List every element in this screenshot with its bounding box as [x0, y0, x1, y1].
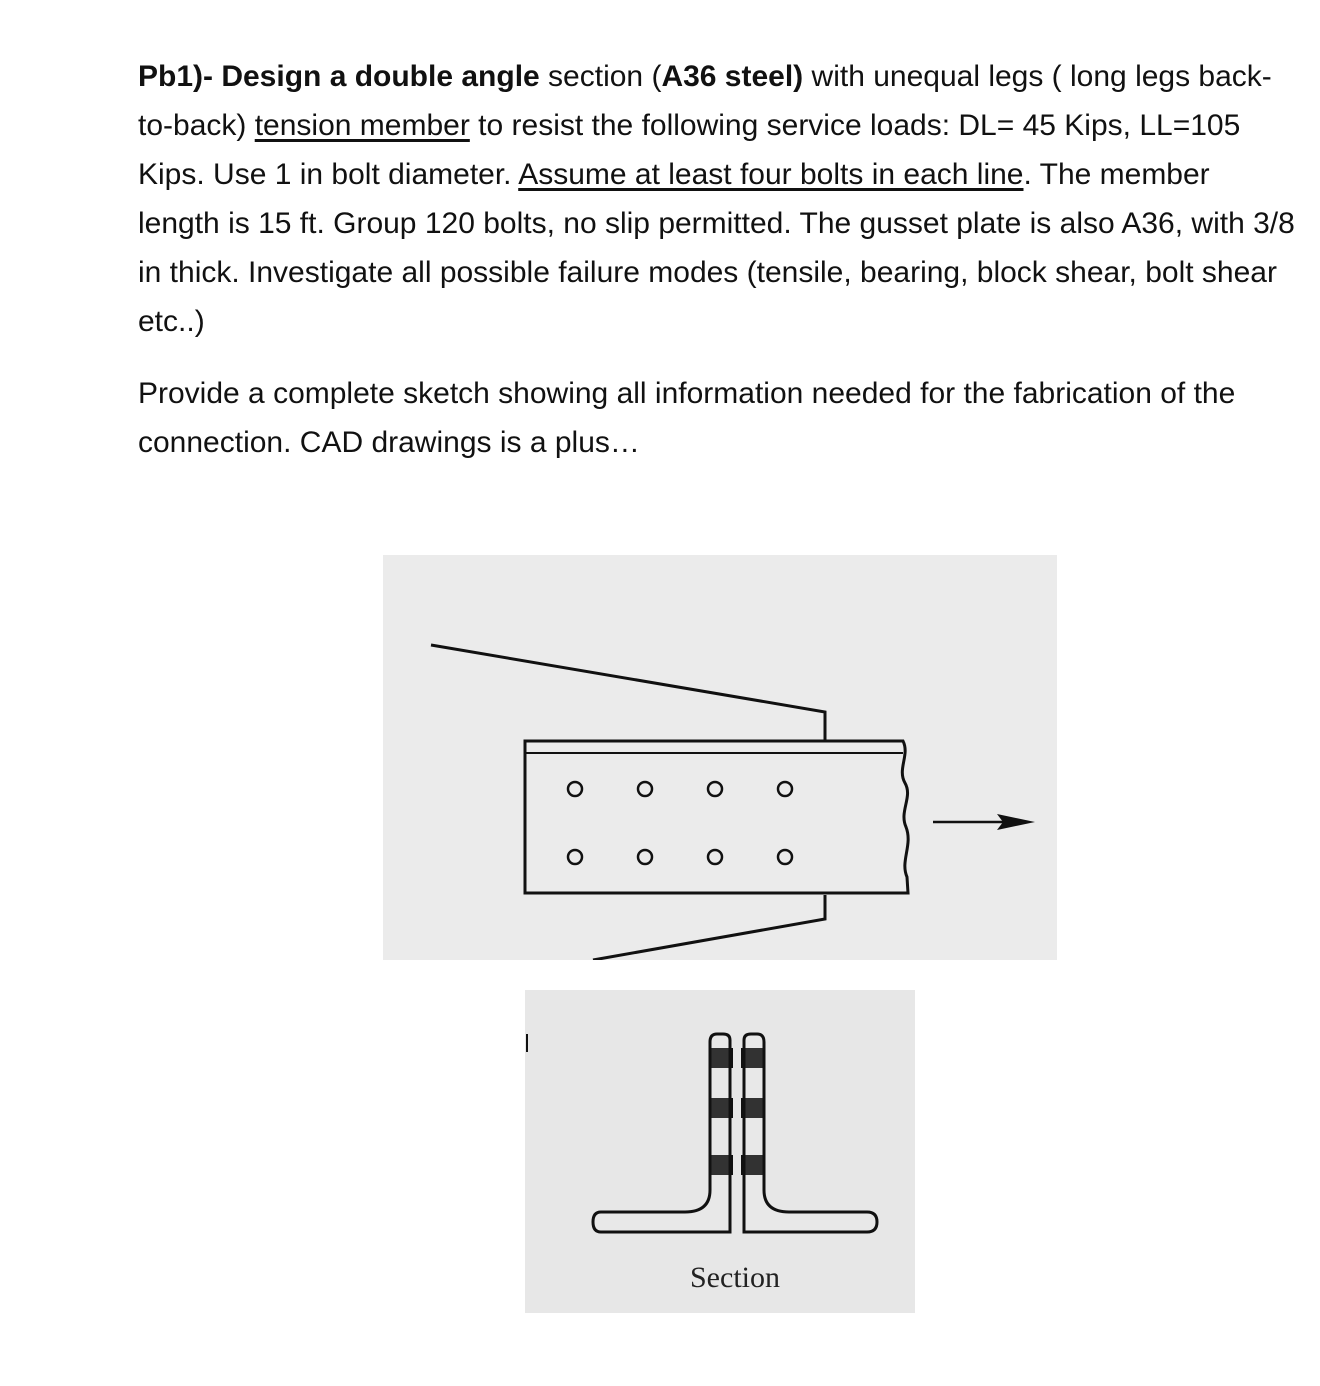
gusset-plate-top-edge: [431, 645, 825, 741]
bolts-assumption-underlined: Assume at least four bolts in each line: [518, 158, 1024, 191]
section-drawing: [525, 990, 915, 1313]
problem-text-4: . The member length is 15 ft. Group 120 bolts, no slip permitted. The gusset plate is also A36, with 3/8 in thick. Investigate all possible failure modes (tensile, bearing, block shear, bolt shear etc..): [138, 158, 1295, 338]
gusset-plate-bottom-edge: [593, 895, 825, 960]
connection-plan-drawing: [383, 555, 1057, 960]
angle-member-outline: [525, 741, 908, 893]
problem-text-2: with unequal legs ( long legs back-to-back): [138, 60, 1272, 142]
right-angle-section: [744, 1034, 877, 1232]
instruction-paragraph: Provide a complete sketch showing all information needed for the fabrication of the connection. CAD drawings is a plus…: [138, 377, 1236, 459]
problem-text-1: section (: [539, 60, 662, 93]
problem-statement: [138, 52, 1298, 346]
left-angle-section: [593, 1034, 730, 1232]
problem-text-3: to resist the following service loads: DL= 45 Kips, LL=105 Kips. Use 1 in bolt diameter.: [138, 109, 1241, 191]
tension-member-underlined: tension member: [254, 109, 470, 142]
connection-plan-figure: [383, 555, 1057, 960]
section-caption: Section: [690, 1261, 780, 1294]
problem-label: Pb1)- Design a double angle: [138, 60, 540, 93]
section-figure: [525, 990, 915, 1313]
tension-arrow: [933, 814, 1035, 830]
steel-type: A36 steel): [661, 60, 804, 93]
